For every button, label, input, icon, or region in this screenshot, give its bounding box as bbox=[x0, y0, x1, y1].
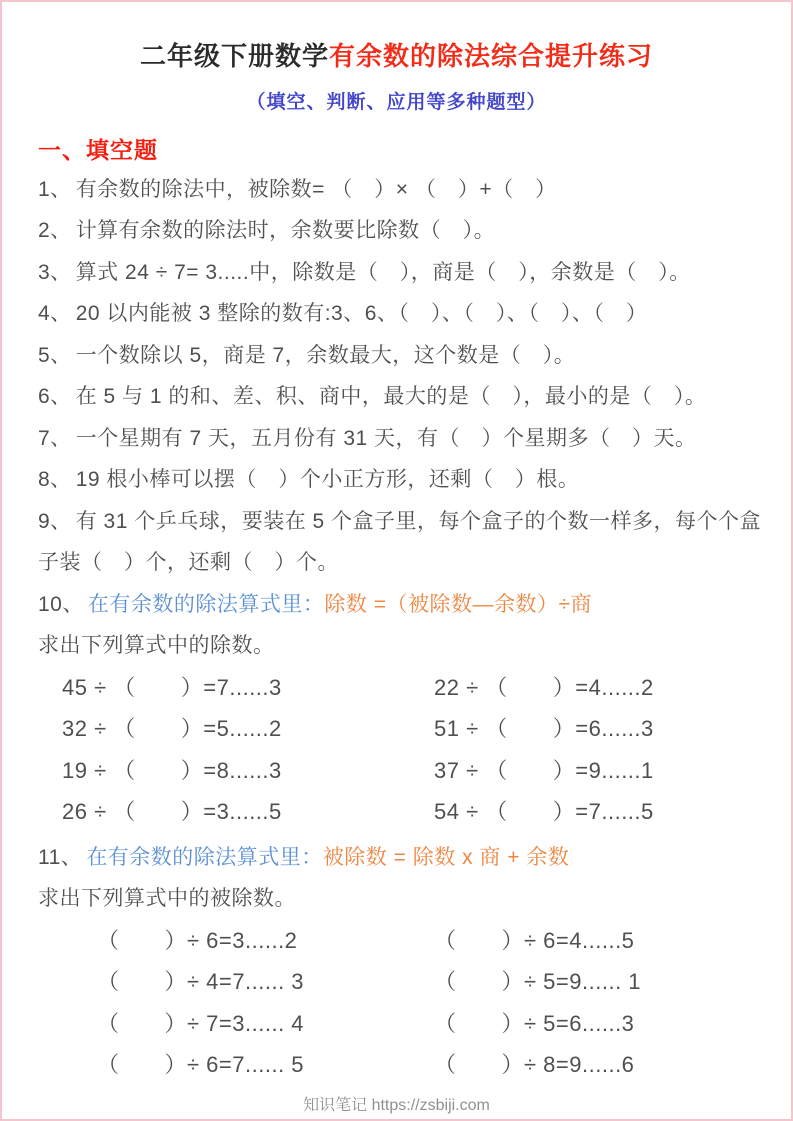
question-7: 7、 一个星期有 7 天，五月份有 31 天，有（ ）个星期多（ ）天。 bbox=[38, 426, 697, 450]
question-3: 3、 算式 24 ÷ 7= 3.....中，除数是（ ），商是（ ），余数是（ ）。 bbox=[38, 260, 691, 284]
question-11-formula: 被除数 = 除数 x 商 + 余数 bbox=[322, 845, 570, 869]
question-text: 有余数的除法中，被除数= （ ）× （ ）+（ ） bbox=[75, 177, 557, 201]
equation-cell: 32 ÷ （ ）=5......2 bbox=[62, 716, 282, 742]
question-9: 9、 有 31 个乒乓球，要装在 5 个盒子里，每个盒子的个数一样多，每个个盒子装（ ）个，还剩（ ）个。 bbox=[38, 509, 762, 575]
equation-cell: （ ）÷ 5=6......3 bbox=[434, 1010, 635, 1036]
equation-cell: （ ）÷ 7=3...... 4 bbox=[97, 1010, 305, 1036]
equation-cell: （ ）÷ 6=7...... 5 bbox=[97, 1052, 305, 1078]
question-11-intro: 在有余数的除法算式里： bbox=[86, 845, 323, 869]
question-4: 4、 20 以内能被 3 整除的数有:3、6、（ ）、（ ）、（ ）、（ ） bbox=[38, 302, 648, 326]
question-10-equation-grid bbox=[62, 667, 791, 833]
equation-cell: 45 ÷ （ ）=7......3 bbox=[62, 674, 282, 700]
page-title bbox=[2, 2, 791, 71]
question-text: 计算有余数的除法时，余数要比除数（ ）。 bbox=[75, 219, 496, 243]
question-1: 1、 有余数的除法中，被除数= （ ）× （ ）+（ ） bbox=[38, 177, 557, 201]
question-11: 11、 在有余数的除法算式里：被除数 = 除数 x 商 + 余数 bbox=[38, 845, 570, 869]
title-topic-part: 有余数的除法综合提升练习 bbox=[329, 41, 654, 71]
question-11-block bbox=[38, 837, 769, 920]
equation-cell: （ ）÷ 6=3......2 bbox=[97, 927, 298, 953]
question-11-instruction: 求出下列算式中的被除数。 bbox=[38, 887, 296, 911]
question-6: 6、 在 5 与 1 的和、差、积、商中，最大的是（ ），最小的是（ ）。 bbox=[38, 385, 707, 409]
question-text: 算式 24 ÷ 7= 3.....中，除数是（ ），商是（ ），余数是（ ）。 bbox=[75, 260, 691, 284]
equation-cell: 26 ÷ （ ）=3......5 bbox=[62, 799, 282, 825]
equation-cell: （ ）÷ 6=4......5 bbox=[434, 927, 635, 953]
equation-cell: 54 ÷ （ ）=7......5 bbox=[434, 799, 654, 825]
title-course-part: 二年级下册数学 bbox=[139, 41, 329, 71]
question-text: 一个星期有 7 天，五月份有 31 天，有（ ）个星期多（ ）天。 bbox=[75, 426, 697, 450]
equation-cell: （ ）÷ 8=9......6 bbox=[434, 1052, 635, 1078]
equation-cell: （ ）÷ 5=9...... 1 bbox=[434, 969, 642, 995]
question-2: 2、 计算有余数的除法时，余数要比除数（ ）。 bbox=[38, 219, 496, 243]
equation-cell: 37 ÷ （ ）=9......1 bbox=[434, 757, 654, 783]
question-text: 20 以内能被 3 整除的数有:3、6、（ ）、（ ）、（ ）、（ ） bbox=[75, 302, 648, 326]
site-watermark: 知识笔记 https://zsbiji.com bbox=[303, 1096, 490, 1114]
question-list bbox=[38, 169, 769, 667]
page-subtitle: （填空、判断、应用等多种题型） bbox=[246, 91, 547, 113]
question-10-intro: 在有余数的除法算式里： bbox=[87, 592, 325, 616]
question-10: 10、 在有余数的除法算式里：除数 =（被除数—余数）÷商 bbox=[38, 592, 592, 616]
section-heading-fill-blanks: 一、填空题 bbox=[38, 136, 158, 163]
question-text: 在 5 与 1 的和、差、积、商中，最大的是（ ），最小的是（ ）。 bbox=[75, 385, 707, 409]
question-5: 5、 一个数除以 5，商是 7，余数最大，这个数是（ ）。 bbox=[38, 343, 576, 367]
equation-cell: 22 ÷ （ ）=4......2 bbox=[434, 674, 654, 700]
question-10-instruction: 求出下列算式中的除数。 bbox=[38, 634, 275, 658]
question-11-equation-grid bbox=[97, 920, 791, 1086]
question-text: 19 根小棒可以摆（ ）个小正方形，还剩（ ）根。 bbox=[75, 468, 580, 492]
equation-cell: 19 ÷ （ ）=8......3 bbox=[62, 757, 282, 783]
equation-cell: 51 ÷ （ ）=6......3 bbox=[434, 716, 654, 742]
question-text: 有 31 个乒乓球，要装在 5 个盒子里，每个盒子的个数一样多，每个个盒子装（ ）个，还剩（ ）个。 bbox=[38, 509, 762, 575]
question-text: 一个数除以 5，商是 7，余数最大，这个数是（ ）。 bbox=[75, 343, 576, 367]
equation-cell: （ ）÷ 4=7...... 3 bbox=[97, 969, 305, 995]
question-8: 8、 19 根小棒可以摆（ ）个小正方形，还剩（ ）根。 bbox=[38, 468, 580, 492]
question-10-formula: 除数 =（被除数—余数）÷商 bbox=[324, 592, 592, 616]
